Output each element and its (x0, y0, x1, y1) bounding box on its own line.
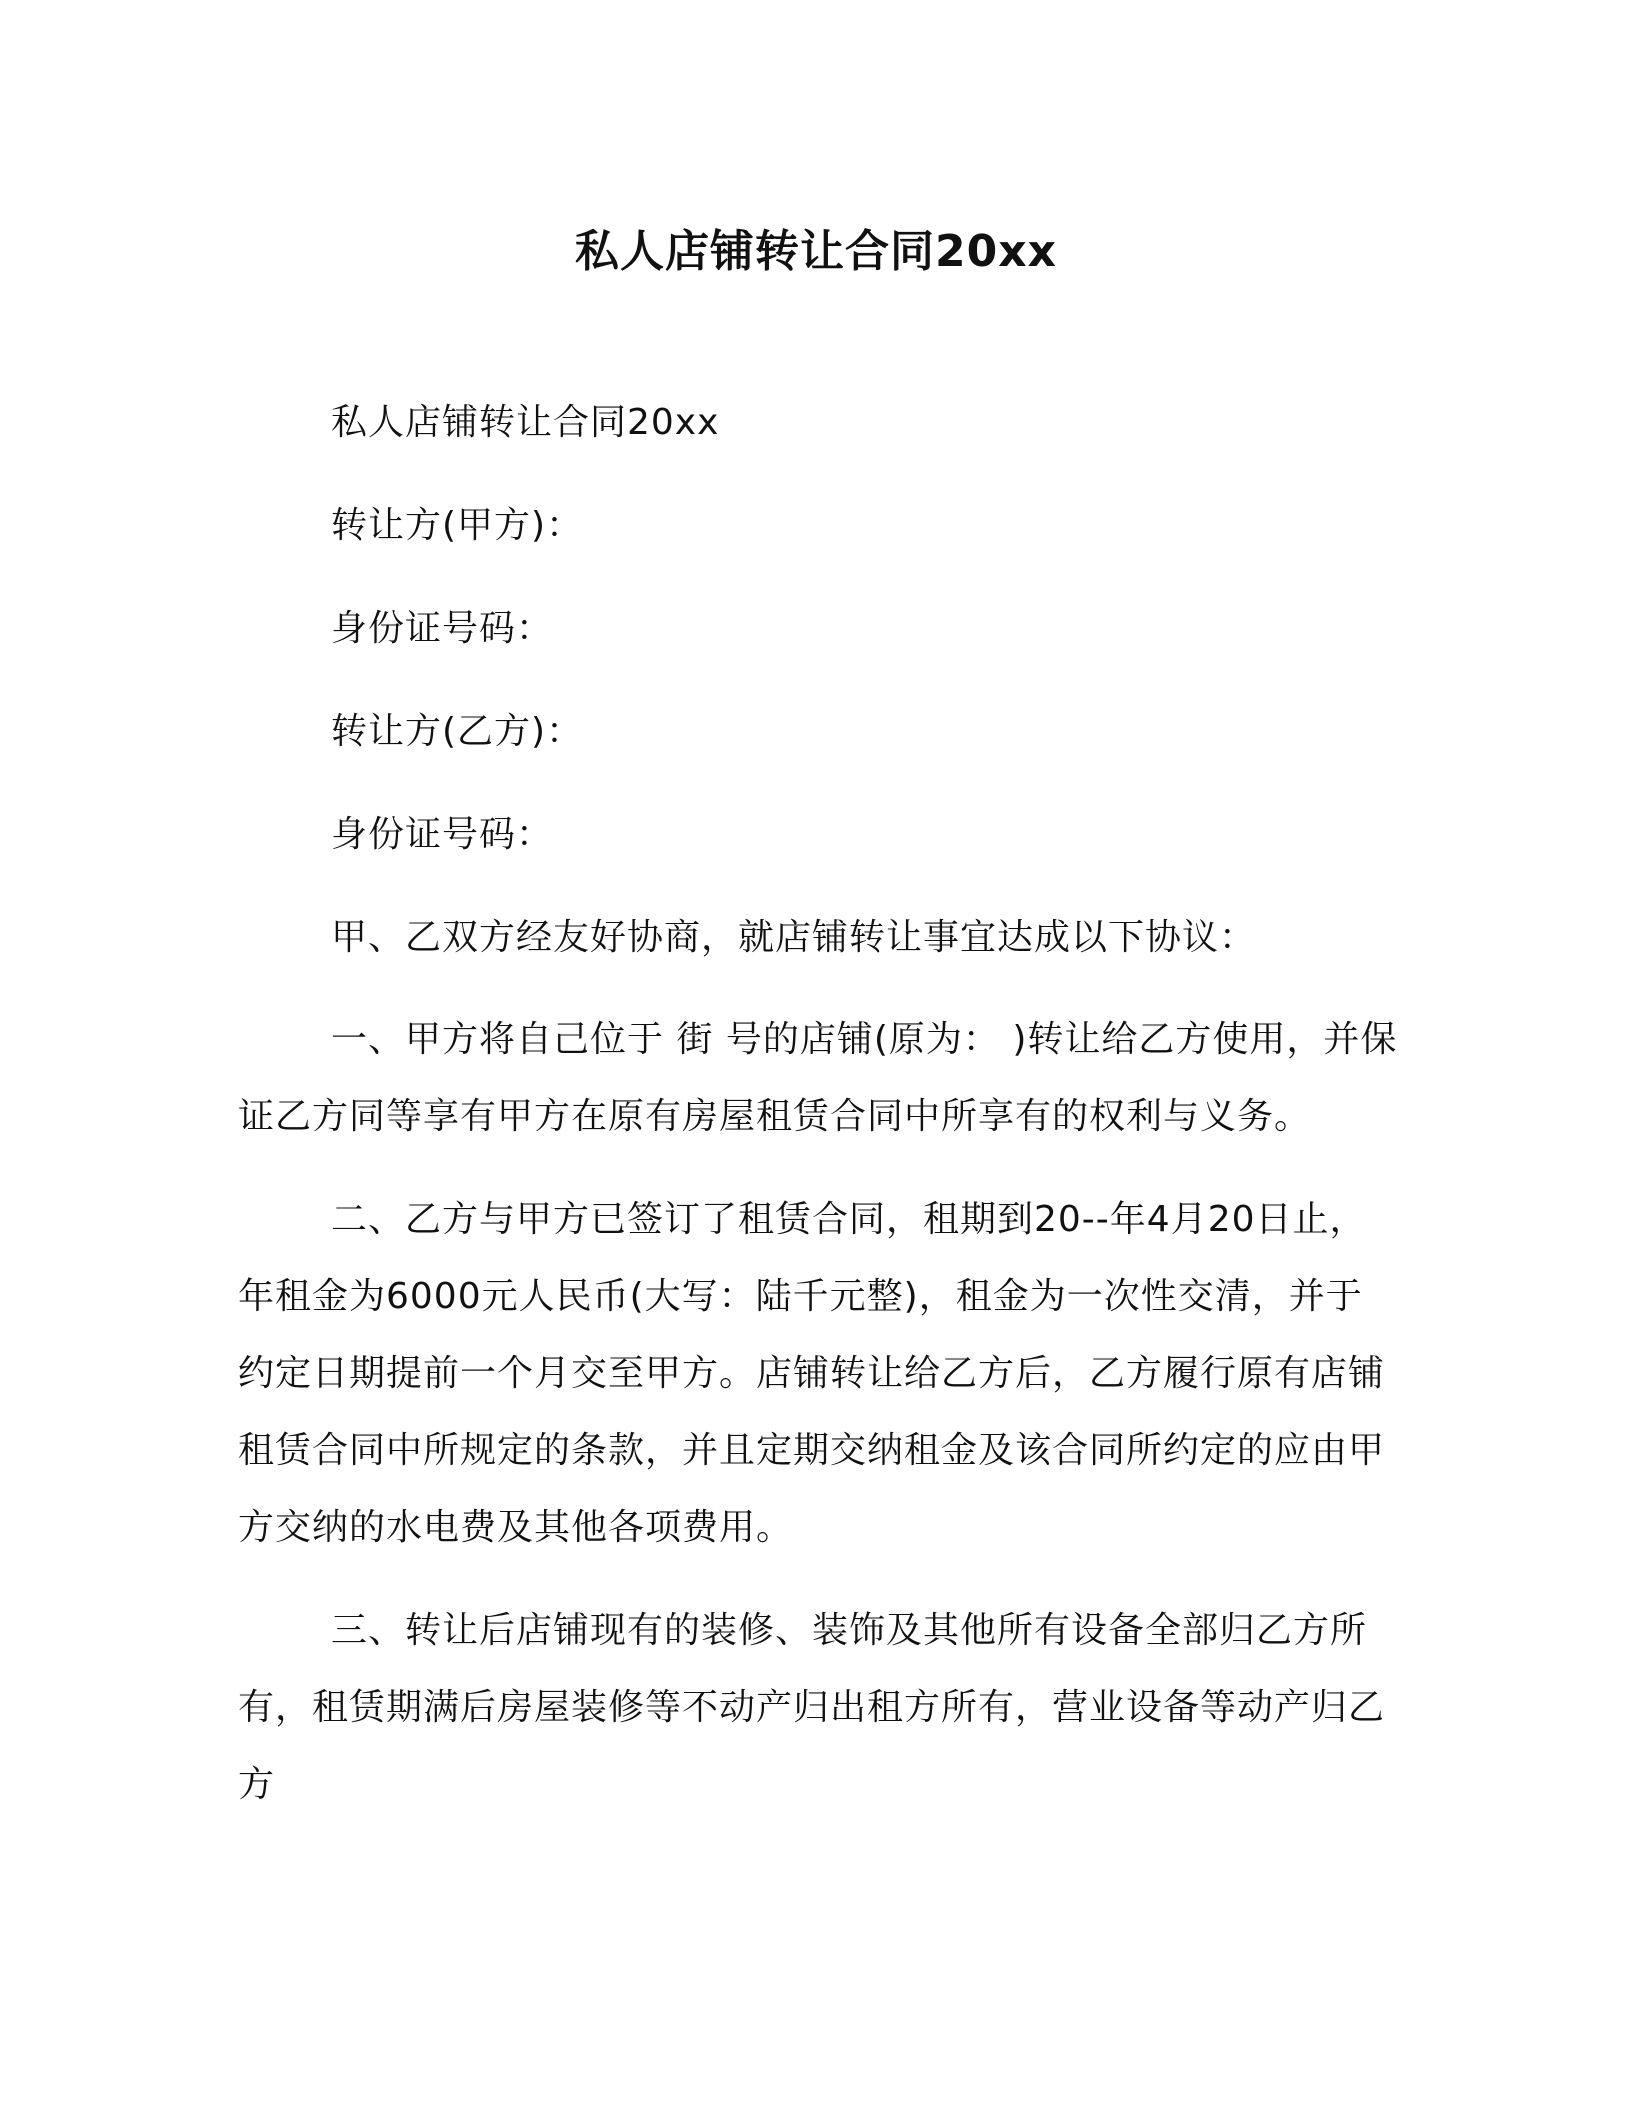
agreement-intro: 甲、乙双方经友好协商，就店铺转让事宜达成以下协议： (331, 917, 1257, 958)
party-b-id-label: 身份证号码： (331, 814, 554, 855)
document-subtitle: 私人店铺转让合同20xx (331, 402, 720, 443)
party-a-id-label: 身份证号码： (331, 608, 554, 649)
document-title: 私人店铺转让合同20xx (575, 226, 1057, 277)
clause-1: 一、甲方将自己位于 街 号的店铺(原为： )转让给乙方使用，并保证乙方同等享有甲方在原有房屋租赁合同中所享有的权利与义务。 (238, 1019, 1398, 1137)
party-b-label: 转让方(乙方)： (331, 711, 584, 752)
party-a-label: 转让方(甲方)： (331, 505, 584, 546)
clause-2: 二、乙方与甲方已签订了租赁合同，租期到20--年4月20日止，年租金为6000元人民币(大写：陆千元整)，租金为一次性交清，并于约定日期提前一个月交至甲方。店铺转让给乙方后，乙方履行原有店铺租赁合同中所规定的条款，并且定期交纳租金及该合同所约定的应由甲方交纳的水电费及其他各项费用。 (238, 1199, 1386, 1548)
clause-3: 三、转让后店铺现有的装修、装饰及其他所有设备全部归乙方所有，租赁期满后房屋装修等不动产归出租方所有，营业设备等动产归乙方 (238, 1610, 1386, 1805)
